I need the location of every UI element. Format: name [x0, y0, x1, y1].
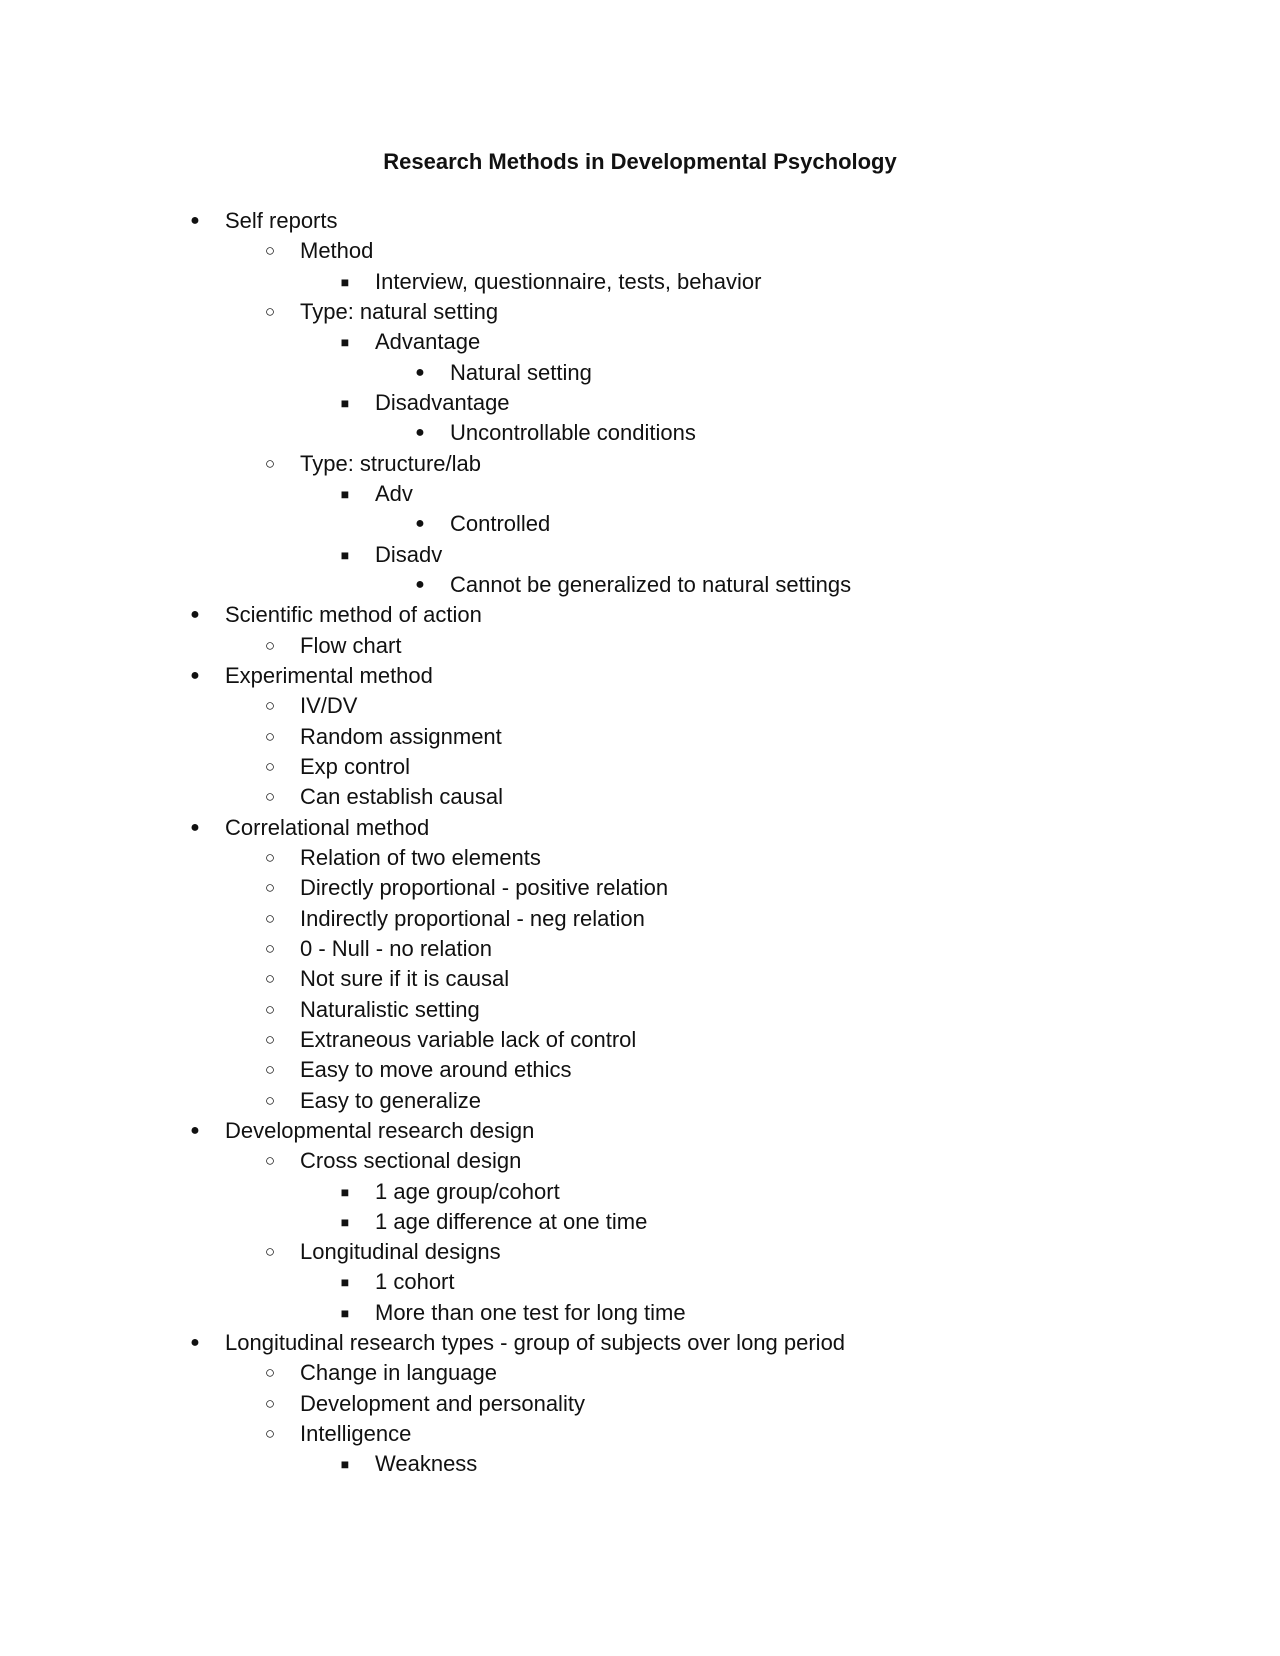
list-item [0, 1146, 1280, 1176]
bullet-icon: ○ [264, 635, 276, 655]
bullet-icon: ○ [264, 301, 276, 321]
bullet-icon: ■ [340, 485, 350, 502]
list-item [0, 297, 1280, 327]
list-item [0, 1116, 1280, 1146]
bullet-icon: ■ [340, 1213, 350, 1230]
list-item [0, 631, 1280, 661]
bullet-icon: ○ [264, 453, 276, 473]
list-item [0, 449, 1280, 479]
list-item-text: Type: structure/lab [300, 450, 481, 476]
bullet-icon: ● [190, 1121, 200, 1139]
bullet-icon: ○ [264, 847, 276, 867]
bullet-icon: ● [415, 575, 425, 593]
list-item [0, 1237, 1280, 1267]
list-item-text: Longitudinal designs [300, 1239, 501, 1265]
bullet-icon: ○ [264, 726, 276, 746]
list-item [0, 236, 1280, 266]
list-item [0, 1419, 1280, 1449]
list-item-text: Controlled [450, 511, 551, 537]
list-item [0, 206, 1280, 236]
list-item [0, 1177, 1280, 1207]
list-item [0, 358, 1280, 388]
list-item-text: Intelligence [300, 1421, 412, 1447]
list-item-text: Weakness [375, 1451, 478, 1477]
list-item [0, 479, 1280, 509]
list-item [0, 1358, 1280, 1388]
list-item-text: Change in language [300, 1360, 497, 1386]
list-item-text: Exp control [300, 753, 411, 779]
bullet-icon: ● [415, 363, 425, 381]
list-item-text: Flow chart [300, 632, 402, 658]
bullet-icon: ○ [264, 1090, 276, 1110]
bullet-icon: ○ [264, 1242, 276, 1262]
list-item-text: 1 age group/cohort [375, 1178, 560, 1204]
list-item [0, 813, 1280, 843]
list-item [0, 267, 1280, 297]
bullet-icon: ■ [340, 546, 350, 563]
bullet-icon: ○ [264, 1151, 276, 1171]
list-item-text: IV/DV [300, 693, 358, 719]
list-item-text: Development and personality [300, 1390, 585, 1416]
list-item [0, 1086, 1280, 1116]
list-item [0, 1025, 1280, 1055]
list-item-text: Method [300, 238, 374, 264]
list-item [0, 540, 1280, 570]
list-item [0, 600, 1280, 630]
bullet-icon: ■ [340, 1456, 350, 1473]
list-item-text: Cross sectional design [300, 1148, 522, 1174]
bullet-icon: ● [415, 515, 425, 533]
list-item [0, 873, 1280, 903]
list-item-text: Correlational method [225, 814, 430, 840]
list-item-text: Scientific method of action [225, 602, 482, 628]
list-item [0, 1207, 1280, 1237]
list-item-text: Extraneous variable lack of control [300, 1026, 637, 1052]
list-item [0, 661, 1280, 691]
list-item [0, 1389, 1280, 1419]
bullet-icon: ● [190, 666, 200, 684]
list-item [0, 995, 1280, 1025]
list-item-text: Interview, questionnaire, tests, behavior [375, 268, 762, 294]
bullet-icon: ○ [264, 787, 276, 807]
list-item-text: Easy to generalize [300, 1087, 481, 1113]
list-item [0, 964, 1280, 994]
list-item-text: Indirectly proportional - neg relation [300, 905, 645, 931]
page-title: Research Methods in Developmental Psychology [383, 149, 897, 174]
bullet-icon: ■ [340, 334, 350, 351]
list-item-text: Self reports [225, 208, 338, 233]
list-item [0, 1449, 1280, 1479]
list-item-text: Not sure if it is causal [300, 966, 510, 992]
bullet-icon: ○ [264, 1363, 276, 1383]
bullet-icon: ● [190, 606, 200, 624]
outline-list [0, 206, 1280, 1480]
list-item-text: Relation of two elements [300, 844, 541, 870]
bullet-icon: ○ [264, 241, 276, 261]
list-item [0, 418, 1280, 448]
list-item [0, 1055, 1280, 1085]
bullet-icon: ○ [264, 1393, 276, 1413]
bullet-icon: ■ [340, 394, 350, 411]
list-item-text: Advantage [375, 329, 481, 355]
list-item [0, 1267, 1280, 1297]
list-item [0, 752, 1280, 782]
bullet-icon: ■ [340, 273, 350, 290]
list-item-text: Random assignment [300, 723, 502, 749]
list-item [0, 843, 1280, 873]
bullet-icon: ○ [264, 908, 276, 928]
list-item-text: Can establish causal [300, 784, 504, 810]
list-item-text: Uncontrollable conditions [450, 420, 696, 446]
bullet-icon: ■ [340, 1183, 350, 1200]
bullet-icon: ● [415, 424, 425, 442]
bullet-icon: ○ [264, 969, 276, 989]
bullet-icon: ○ [264, 999, 276, 1019]
list-item-text: Easy to move around ethics [300, 1057, 572, 1083]
list-item [0, 1328, 1280, 1358]
list-item-text: More than one test for long time [375, 1299, 686, 1325]
list-item-text: 1 cohort [375, 1269, 455, 1295]
list-item [0, 722, 1280, 752]
list-item [0, 782, 1280, 812]
list-item-text: Disadvantage [375, 389, 510, 415]
bullet-icon: ● [190, 1334, 200, 1352]
list-item [0, 691, 1280, 721]
bullet-icon: ○ [264, 1424, 276, 1444]
bullet-icon: ● [190, 818, 200, 836]
list-item [0, 509, 1280, 539]
list-item [0, 934, 1280, 964]
list-item [0, 904, 1280, 934]
bullet-icon: ○ [264, 696, 276, 716]
list-item-text: Naturalistic setting [300, 996, 480, 1022]
list-item-text: Developmental research design [225, 1117, 535, 1143]
list-item-text: 0 - Null - no relation [300, 935, 492, 961]
bullet-icon: ■ [340, 1304, 350, 1321]
bullet-icon: ○ [264, 878, 276, 898]
bullet-icon: ○ [264, 938, 276, 958]
list-item-text: Natural setting [450, 359, 592, 385]
list-item-text: Disadv [375, 541, 443, 567]
bullet-icon: ○ [264, 1029, 276, 1049]
list-item [0, 570, 1280, 600]
bullet-icon: ○ [264, 1060, 276, 1080]
list-item-text: 1 age difference at one time [375, 1208, 648, 1234]
list-item-text: Longitudinal research types - group of subjects over long period [225, 1330, 846, 1356]
list-item-text: Directly proportional - positive relation [300, 875, 669, 901]
list-item-text: Cannot be generalized to natural settings [450, 571, 852, 597]
bullet-icon: ■ [340, 1274, 350, 1291]
list-item-text: Experimental method [225, 662, 433, 688]
bullet-icon: ○ [264, 756, 276, 776]
list-item [0, 388, 1280, 418]
list-item-text: Type: natural setting [300, 298, 499, 324]
bullet-icon: ● [190, 212, 200, 229]
list-item-text: Adv [375, 480, 413, 506]
list-item [0, 327, 1280, 357]
list-item [0, 1298, 1280, 1328]
